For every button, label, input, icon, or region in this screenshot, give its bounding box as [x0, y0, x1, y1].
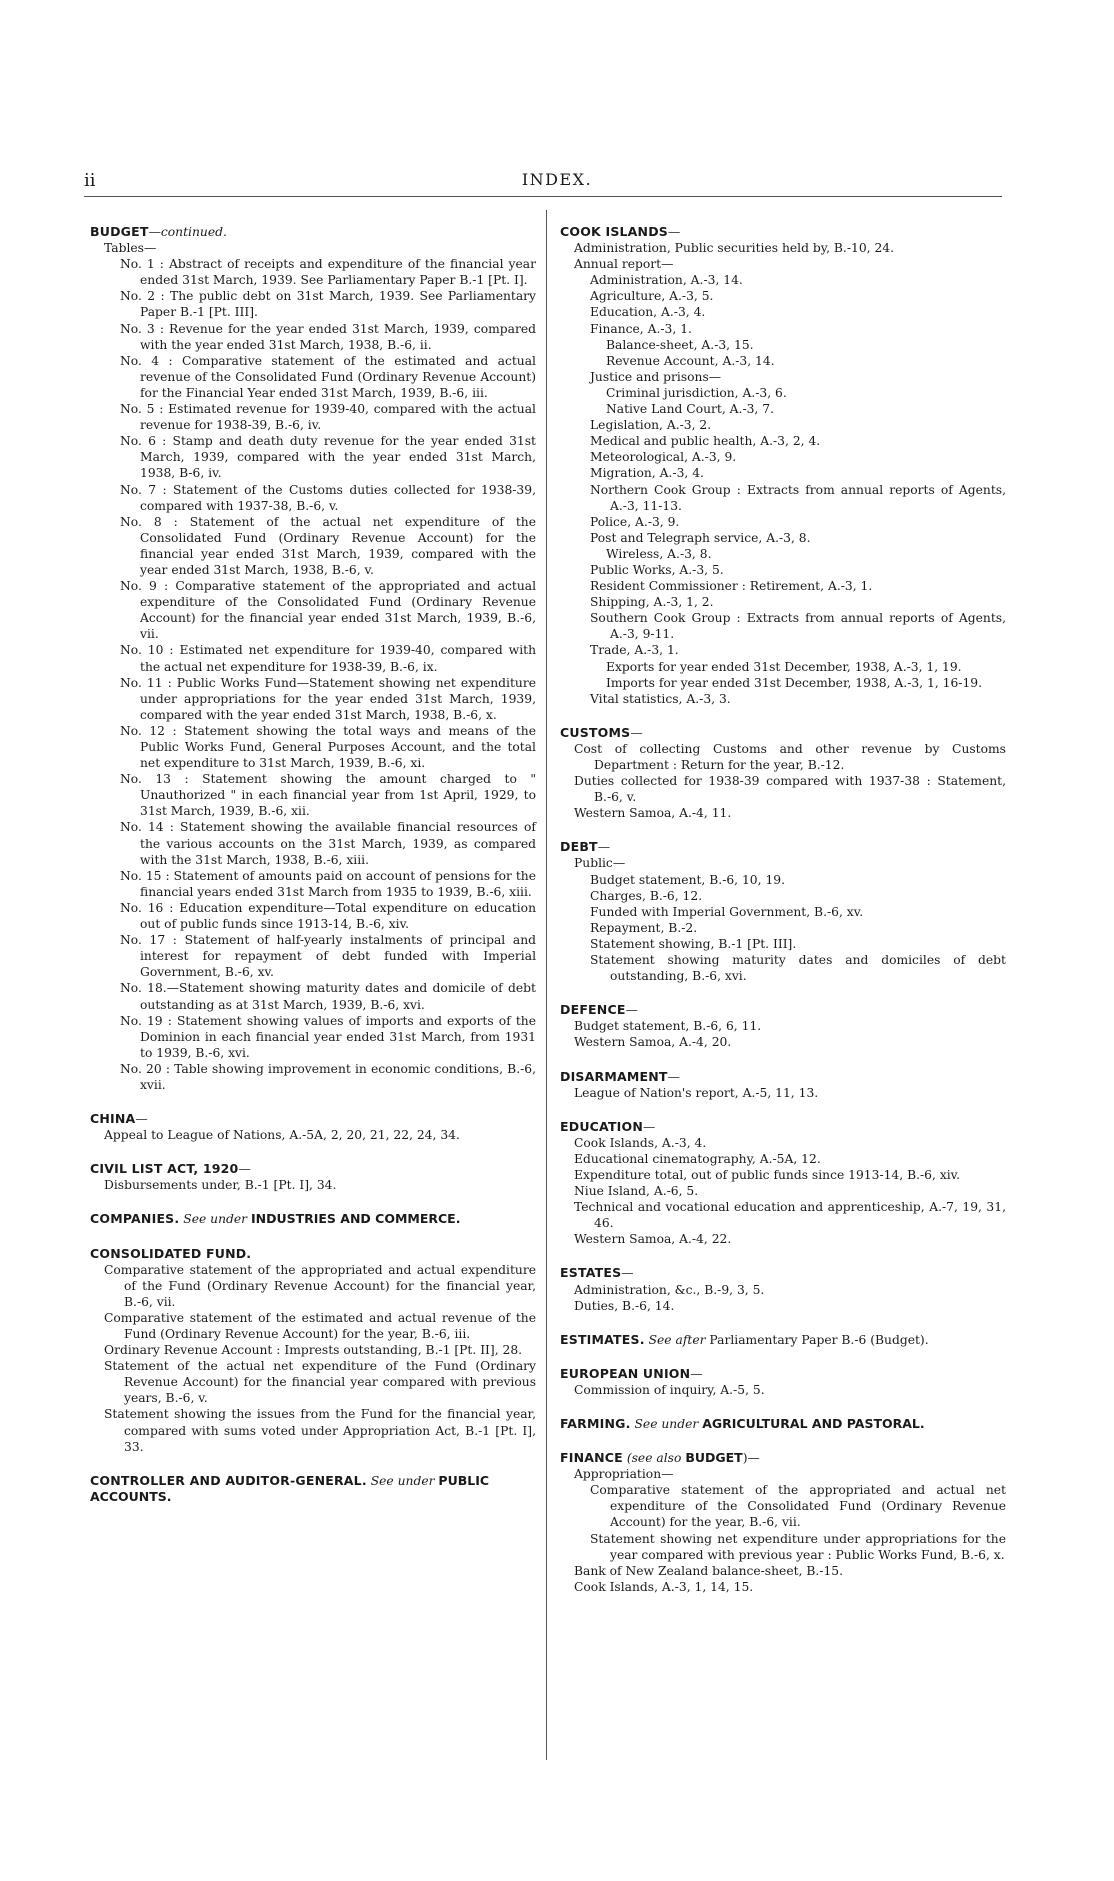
entry-heading-line — [90, 1473, 536, 1505]
index-line: League of Nation's report, A.-5, 11, 13. — [574, 1085, 819, 1100]
index-entry-european-union — [560, 1366, 1006, 1398]
index-line: Trade, A.-3, 1. — [590, 643, 679, 658]
index-line: Commission of inquiry, A.-5, 5. — [574, 1382, 765, 1397]
index-line: Duties collected for 1938-39 compared with 1937-38 : Statement, B.-6, v. — [574, 774, 1006, 805]
index-line: Appeal to League of Nations, A.-5A, 2, 20, 21, 22, 24, 34. — [104, 1128, 460, 1143]
index-line: Public— — [574, 856, 626, 871]
index-entry-customs — [560, 725, 1006, 822]
header-rule — [84, 196, 1002, 197]
entry-heading: CIVIL LIST ACT, 1920 — [90, 1161, 239, 1177]
entry-qualifier: — — [625, 1003, 638, 1018]
index-line: Western Samoa, A.-4, 22. — [574, 1232, 732, 1247]
index-line: Budget statement, B.-6, 10, 19. — [590, 872, 786, 887]
index-entry-cook-islands — [560, 224, 1006, 707]
index-line: Post and Telegraph service, A.-3, 8. — [590, 530, 811, 545]
entry-qualifier: — — [238, 1162, 251, 1177]
index-line: No. 6 : Stamp and death duty revenue for the year ended 31st March, 1939, compared with the year ended 31st March, 1938, B-6, iv. — [120, 434, 536, 481]
index-line: Statement showing the issues from the Fund for the financial year, compared with sums voted under Appropriation Act, B.-1 [Pt. I], 33. — [104, 1407, 536, 1454]
entry-heading-line — [560, 1366, 1006, 1382]
index-line: No. 18.—Statement showing maturity dates and domicile of debt outstanding as at 31st March, 1939, B.-6, xvi. — [120, 981, 536, 1012]
entry-heading: BUDGET — [90, 224, 149, 239]
index-line: No. 5 : Estimated revenue for 1939-40, compared with the actual revenue for 1938-39, B.-6, iv. — [120, 402, 536, 433]
see-note: See under — [183, 1212, 248, 1227]
entry-heading: COOK ISLANDS — [560, 224, 668, 239]
index-line: Resident Commissioner : Retirement, A.-3, 1. — [590, 579, 873, 594]
entry-heading-line — [560, 1416, 1006, 1432]
index-line: Repayment, B.-2. — [590, 920, 698, 935]
index-line: Statement showing net expenditure under appropriations for the year compared with previous year : Public Works Fund, B.-6, x. — [590, 1531, 1006, 1562]
index-entry-budget — [90, 224, 536, 1093]
index-line: No. 7 : Statement of the Customs duties collected for 1938-39, compared with 1937-38, B.-6, v. — [120, 482, 536, 513]
entry-heading-line — [560, 1069, 1006, 1085]
index-line: Disbursements under, B.-1 [Pt. I], 34. — [104, 1178, 337, 1193]
index-line: Shipping, A.-3, 1, 2. — [590, 595, 714, 610]
entry-heading-line — [560, 1119, 1006, 1135]
entry-heading-line — [90, 1211, 536, 1227]
entry-qualifier: — — [630, 725, 643, 740]
index-line: Medical and public health, A.-3, 2, 4. — [590, 434, 821, 449]
index-line: Public Works, A.-3, 5. — [590, 562, 724, 577]
entry-heading: EDUCATION — [560, 1118, 644, 1134]
index-line: Police, A.-3, 9. — [590, 514, 680, 529]
index-entry-education — [560, 1119, 1006, 1248]
index-line: Comparative statement of the estimated and actual revenue of the Fund (Ordinary Revenue Account) for the year, B.-6, iii. — [104, 1310, 536, 1341]
right-column — [560, 224, 1006, 1613]
index-entry-consolidated-fund — [90, 1246, 536, 1455]
index-line: Justice and prisons— — [590, 369, 722, 384]
entry-heading-line — [90, 1246, 536, 1262]
index-line: Cost of collecting Customs and other revenue by Customs Department : Return for the year, B.-12. — [574, 741, 1006, 772]
index-line: Niue Island, A.-6, 5. — [574, 1184, 699, 1199]
index-line: Wireless, A.-3, 8. — [606, 546, 712, 561]
index-line: No. 3 : Revenue for the year ended 31st March, 1939, compared with the year ended 31st March, 1938, B.-6, ii. — [120, 321, 536, 352]
column-divider — [546, 210, 547, 1760]
index-line: Imports for year ended 31st December, 1938, A.-3, 1, 16-19. — [606, 675, 983, 690]
index-line: Appropriation— — [574, 1467, 674, 1482]
index-line: No. 2 : The public debt on 31st March, 1939. See Parliamentary Paper B.-1 [Pt. III]. — [120, 289, 536, 320]
index-line: Funded with Imperial Government, B.-6, xv. — [590, 904, 864, 919]
entry-heading: CUSTOMS — [560, 724, 631, 740]
index-line: No. 12 : Statement showing the total ways and means of the Public Works Fund, General Purposes Account, and the total net expenditure to 31st March, 1939, B.-6, xi. — [120, 723, 536, 771]
index-line: Bank of New Zealand balance-sheet, B.-15. — [574, 1563, 844, 1578]
index-line: Comparative statement of the appropriated and actual expenditure of the Fund (Ordinary Revenue Account) for the financial year, B.-6, vii. — [104, 1262, 536, 1309]
entry-heading: ESTIMATES. — [560, 1331, 645, 1347]
cross-reference: INDUSTRIES AND COMMERCE. — [250, 1211, 461, 1227]
entry-qualifier: — — [597, 840, 611, 855]
entry-heading: DEFENCE — [560, 1002, 626, 1018]
index-entry-estimates — [560, 1332, 1006, 1348]
index-line: Revenue Account, A.-3, 14. — [606, 353, 775, 368]
entry-heading: CONSOLIDATED FUND. — [90, 1245, 252, 1261]
index-line: Charges, B.-6, 12. — [590, 888, 703, 903]
index-line: No. 20 : Table showing improvement in economic conditions, B.-6, xvii. — [120, 1061, 536, 1092]
index-line: Statement showing, B.-1 [Pt. III]. — [590, 936, 797, 951]
index-line: Tables— — [104, 241, 157, 256]
index-line: Northern Cook Group : Extracts from annual reports of Agents, A.-3, 11-13. — [590, 482, 1006, 513]
see-also-reference: BUDGET — [685, 1450, 743, 1466]
index-line: No. 14 : Statement showing the available financial resources of the various accounts on the 31st March, 1939, as compared with the 31st March, 1938, B.-6, xiii. — [120, 820, 536, 867]
entry-qualifier: —continued. — [148, 225, 227, 239]
index-line: Comparative statement of the appropriated and actual net expenditure of the Consolidated Fund (Ordinary Revenue Account) for the year, B.-6, vii. — [590, 1483, 1006, 1530]
index-line: Exports for year ended 31st December, 1938, A.-3, 1, 19. — [606, 659, 962, 674]
index-entry-debt — [560, 839, 1006, 984]
index-line: No. 16 : Education expenditure—Total expenditure on education out of public funds since 1913-14, B.-6, xiv. — [120, 900, 536, 932]
index-line: No. 19 : Statement showing values of imports and exports of the Dominion in each financial year ended 31st March, from 1931 to 1939, B.-6, xvi. — [120, 1013, 536, 1060]
index-line: Statement showing maturity dates and domiciles of debt outstanding, B.-6, xvi. — [590, 953, 1006, 984]
index-entry-farming — [560, 1416, 1006, 1432]
index-line: Cook Islands, A.-3, 4. — [574, 1135, 707, 1150]
left-column — [90, 224, 536, 1523]
index-line: Administration, A.-3, 14. — [590, 273, 743, 288]
entry-heading: FINANCE — [560, 1450, 623, 1466]
page-title: INDEX. — [521, 170, 593, 189]
index-line: Education, A.-3, 4. — [590, 305, 706, 320]
index-entry-civil-list-act-1920 — [90, 1161, 536, 1193]
entry-heading-line — [90, 224, 536, 240]
index-line: Duties, B.-6, 14. — [574, 1298, 675, 1313]
entry-heading-line — [560, 839, 1006, 855]
index-line: Western Samoa, A.-4, 20. — [574, 1035, 732, 1050]
cross-reference: AGRICULTURAL AND PASTORAL. — [702, 1416, 925, 1431]
index-line: Agriculture, A.-3, 5. — [590, 289, 714, 304]
index-line: No. 11 : Public Works Fund—Statement showing net expenditure under appropriations for the year ended 31st March, 1939, compared with the year ended 31st March, 1938, B.-6, x. — [120, 675, 536, 722]
entry-heading-line — [560, 1002, 1006, 1018]
entry-heading: CHINA — [90, 1111, 136, 1127]
index-entry-disarmament — [560, 1069, 1006, 1101]
entry-heading: CONTROLLER AND AUDITOR-GENERAL. — [90, 1472, 367, 1488]
index-line: Educational cinematography, A.-5A, 12. — [574, 1151, 821, 1166]
see-note: See under — [634, 1417, 699, 1431]
entry-qualifier: — — [667, 1069, 680, 1084]
entry-heading-line — [560, 1332, 1006, 1348]
entry-qualifier: — — [643, 1119, 656, 1134]
index-entry-defence — [560, 1002, 1006, 1050]
entry-qualifier: )— — [742, 1451, 760, 1466]
index-line: Native Land Court, A.-3, 7. — [606, 402, 774, 417]
entry-heading: ESTATES — [560, 1265, 622, 1281]
entry-qualifier: — — [135, 1112, 148, 1127]
index-entry-finance — [560, 1450, 1006, 1595]
index-entry-china — [90, 1111, 536, 1143]
index-line: No. 8 : Statement of the actual net expenditure of the Consolidated Fund (Ordinary Revenue Account) for the financial year ended 31st March, 1939, compared with the year ended 31st March, 1938, B.-6, v. — [120, 514, 536, 577]
entry-qualifier: — — [621, 1266, 634, 1281]
entry-heading-line — [560, 1450, 1006, 1466]
index-line: No. 10 : Estimated net expenditure for 1939-40, compared with the actual net expenditure for 1938-39, B.-6, ix. — [120, 643, 536, 674]
index-line: Budget statement, B.-6, 6, 11. — [574, 1019, 762, 1034]
see-also-note: (see also — [626, 1451, 682, 1466]
entry-heading: DEBT — [560, 839, 598, 855]
entry-heading: FARMING. — [560, 1416, 631, 1431]
entry-heading-line — [90, 1111, 536, 1127]
index-entry-estates — [560, 1265, 1006, 1313]
index-line: Cook Islands, A.-3, 1, 14, 15. — [574, 1579, 754, 1594]
index-line: Technical and vocational education and apprenticeship, A.-7, 19, 31, 46. — [574, 1200, 1006, 1231]
index-line: Finance, A.-3, 1. — [590, 321, 692, 336]
index-line: Expenditure total, out of public funds since 1913-14, B.-6, xiv. — [574, 1167, 961, 1182]
index-line: No. 4 : Comparative statement of the estimated and actual revenue of the Consolidated Fund (Ordinary Revenue Account) for the Financial Year ended 31st March, 1939, B.-6, iii. — [120, 353, 536, 400]
entry-qualifier: — — [668, 225, 681, 239]
index-line: Criminal jurisdiction, A.-3, 6. — [606, 385, 787, 400]
index-entry-companies — [90, 1211, 536, 1227]
index-line: Annual report— — [574, 257, 674, 272]
see-note: See under — [370, 1473, 435, 1488]
entry-heading: EUROPEAN UNION — [560, 1365, 691, 1381]
index-line: Administration, &c., B.-9, 3, 5. — [574, 1282, 765, 1297]
index-line: No. 15 : Statement of amounts paid on account of pensions for the financial years ended 31st March from 1935 to 1939, B.-6, xiii. — [120, 868, 536, 899]
index-line: Migration, A.-3, 4. — [590, 466, 704, 481]
entry-heading: DISARMAMENT — [560, 1068, 668, 1084]
index-line: No. 17 : Statement of half-yearly instalments of principal and interest for repayment of debt funded with Imperial Government, B.-6, xv. — [120, 933, 536, 980]
see-note: See after — [648, 1332, 706, 1347]
entry-heading-line — [560, 725, 1006, 741]
index-line: Statement of the actual net expenditure of the Fund (Ordinary Revenue Account) for the financial year compared with previous years, B.-6, v. — [104, 1359, 536, 1406]
index-line: Vital statistics, A.-3, 3. — [590, 691, 731, 706]
page-number: ii — [84, 170, 96, 191]
index-line: Southern Cook Group : Extracts from annual reports of Agents, A.-3, 9-11. — [590, 611, 1006, 642]
index-line: No. 1 : Abstract of receipts and expenditure of the financial year ended 31st March, 1939. See Parliamentary Paper B.-1 [Pt. I]. — [120, 257, 536, 288]
entry-heading: COMPANIES. — [90, 1211, 180, 1227]
cross-reference: Parliamentary Paper B.-6 (Budget). — [709, 1332, 929, 1347]
index-line: Balance-sheet, A.-3, 15. — [606, 337, 754, 352]
index-line: Meteorological, A.-3, 9. — [590, 450, 737, 465]
index-line: Ordinary Revenue Account : Imprests outstanding, B.-1 [Pt. II], 28. — [104, 1343, 523, 1358]
index-entry-controller-and-auditor-general — [90, 1473, 536, 1505]
cross-reference: PUBLIC ACCOUNTS. — [90, 1472, 490, 1504]
index-line: No. 13 : Statement showing the amount charged to " Unauthorized " in each financial year from 1st April, 1929, to 31st March, 1939, B.-6, xii. — [120, 772, 536, 819]
index-line: Administration, Public securities held by, B.-10, 24. — [574, 241, 895, 256]
entry-heading-line — [560, 224, 1006, 240]
index-line: No. 9 : Comparative statement of the appropriated and actual expenditure of the Consolidated Fund (Ordinary Revenue Account) for the financial year ended 31st March, 1939, B.-6, vii. — [120, 579, 536, 642]
index-line: Western Samoa, A.-4, 11. — [574, 806, 732, 821]
index-line: Legislation, A.-3, 2. — [590, 418, 712, 433]
entry-heading-line — [560, 1265, 1006, 1281]
entry-heading-line — [90, 1161, 536, 1177]
entry-qualifier: — — [690, 1366, 703, 1381]
